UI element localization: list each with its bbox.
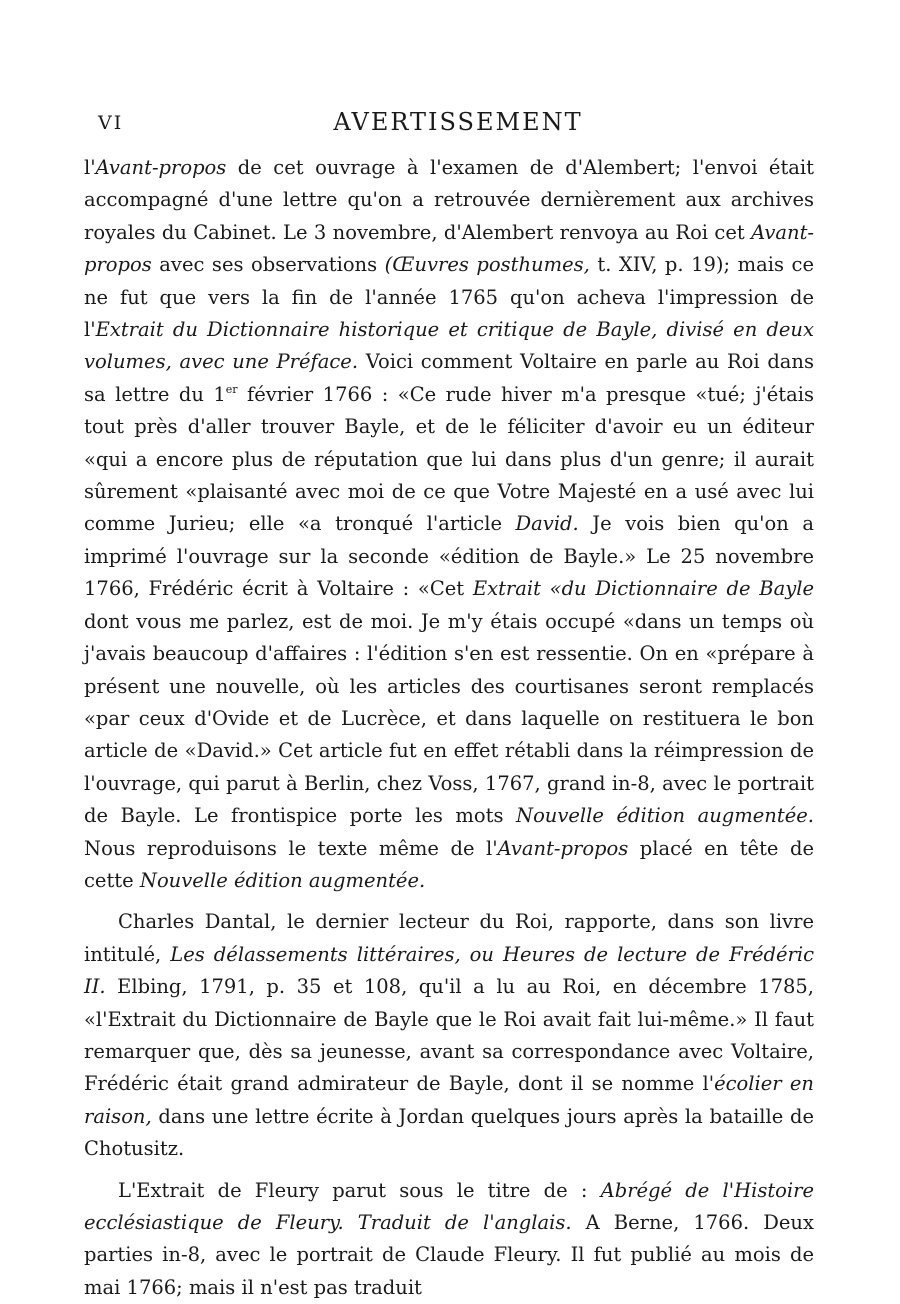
text-span: de cet ouvrage à l'examen de d'Alembert; l'envoi était accompagné d'une lettre qu'on a retrouvée dernièrement aux archives royales du Cabinet. Le 3 novembre, d'Alembert renvoya au Roi cet <box>84 156 814 244</box>
italic-span: Nouvelle édition augmentée. <box>516 804 814 828</box>
page-number: VI <box>98 112 124 134</box>
italic-span: Nouvelle édition augmentée. <box>139 868 426 892</box>
italic-span: écolier en raison, <box>84 1072 814 1128</box>
page-header <box>98 108 818 140</box>
superscript: er <box>225 382 238 396</box>
text-span: dans une lettre écrite à Jordan quelques jours après la bataille de Chotusitz. <box>84 1104 814 1161</box>
italic-span: Extrait du Dictionnaire historique et critique de Bayle, divisé en deux volumes, avec une Préface. <box>84 318 814 374</box>
text-span: avec ses observations <box>151 253 385 277</box>
body-text <box>84 152 814 1304</box>
running-title: AVERTISSEMENT <box>333 108 583 136</box>
text-span: Voici comment Voltaire en parle au Roi dans sa lettre du 1 <box>84 350 814 406</box>
text-span: placé en tête de cette <box>84 836 814 892</box>
italic-span: Avant-propos <box>84 220 814 277</box>
text-span: février 1766 : «Ce rude hiver m'a presque «tué; j'étais tout près d'aller trouver Bayle, et de le féliciter d'avoir eu un éditeur «qui a encore plus de réputation que lui dans plus d'un genre; il aurait sûrement «plaisanté avec moi de ce que Votre Majesté en a usé avec lui comme Jurieu; elle «a tronqué l'article <box>84 382 814 536</box>
text-span: L'Extrait de Fleury parut sous le titre de : <box>118 1178 601 1202</box>
text-span: Je vois bien qu'on a imprimé l'ouvrage sur la seconde «édition de Bayle.» Le 25 novembre 1766, Frédéric écrit à Voltaire : «Cet <box>84 512 814 601</box>
italic-span: Avant-propos <box>95 156 227 179</box>
text-span: Charles Dantal, le dernier lecteur du Roi, rapporte, dans son livre intitulé, <box>84 910 814 966</box>
italic-span: (Œuvres posthumes, <box>384 253 590 277</box>
text-span: t. XIV, p. 19); mais ce ne fut que vers la fin de l'année 1765 qu'on acheva l'impression de l' <box>84 253 814 342</box>
text-span: Elbing, 1791, p. 35 et 108, qu'il a lu au Roi, en décembre 1785, «l'Extrait du Dictionnaire de Bayle que le Roi avait fait lui-même.» Il faut remarquer que, dès sa jeunesse, avant sa correspondance avec Voltaire, Frédéric était grand admirateur de Bayle, dont il se nomme l' <box>84 975 814 1096</box>
paragraph-2 <box>84 906 814 1165</box>
italic-span: Les délassements littéraires, ou Heures de lecture de Frédéric II. <box>84 942 815 999</box>
text-span: dont vous me parlez, est de moi. Je m'y étais occupé «dans un temps où j'avais beaucoup d'affaires : l'édition s'en est ressentie. On en «prépare à présent une nouvelle, où les articles des courtisanes seront remplacés «par ceux d'Ovide et de Lucrèce, et dans laquelle on restituera le bon article de «David.» Cet article fut en effet rétabli dans la réimpression de l'ouvrage, qui parut à Berlin, chez Voss, 1767, grand in-8, avec le portrait de Bayle. Le frontispice porte les mots <box>84 609 814 828</box>
italic-span: Abrégé de l'Histoire ecclésiastique de Fleury. Traduit de l'anglais. <box>84 1178 814 1234</box>
italic-span: Avant-propos <box>497 836 629 860</box>
text-span: l' <box>84 156 96 179</box>
paragraph-1 <box>84 152 814 897</box>
italic-span: David. <box>515 512 579 536</box>
italic-span: Extrait «du Dictionnaire de Bayle <box>472 577 814 601</box>
text-span: A Berne, 1766. Deux parties in-8, avec le portrait de Claude Fleury. Il fut publié au mois de mai 1766; mais il n'est pas traduit <box>84 1211 814 1299</box>
text-span: Nous reproduisons le texte même de l' <box>84 836 498 860</box>
paragraph-3 <box>84 1175 814 1304</box>
